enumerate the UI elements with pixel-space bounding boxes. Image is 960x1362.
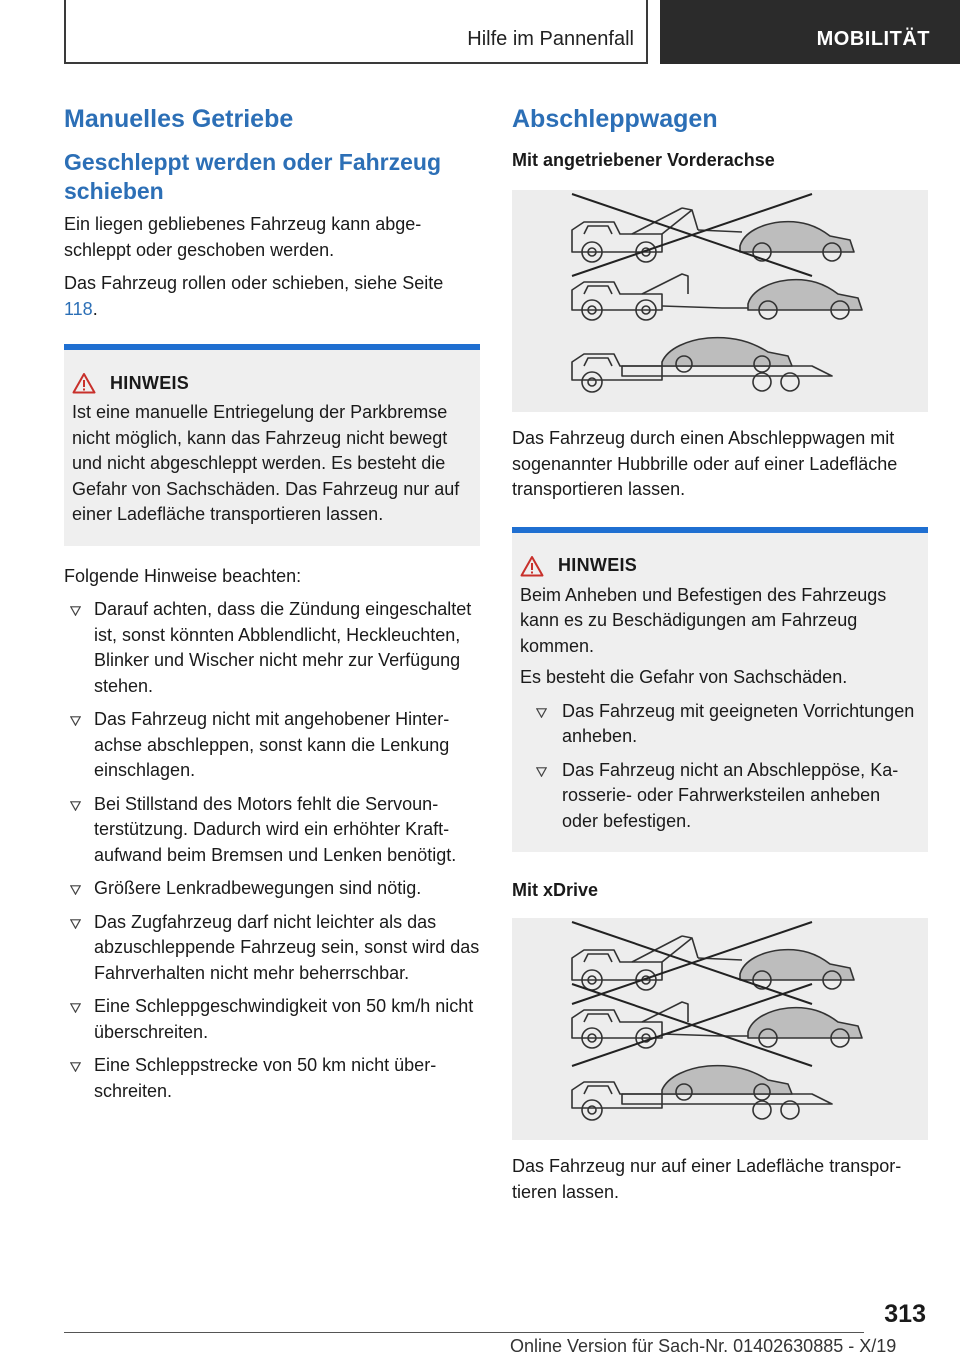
towing-illustration-front-axle-drawing: [512, 190, 928, 412]
notice-list: [520, 699, 920, 835]
triangle-bullet-icon: [536, 767, 547, 777]
heading-manuelles-getriebe: Manuelles Getriebe: [64, 105, 294, 133]
left-column: [64, 100, 480, 1112]
notice-title: HINWEIS: [558, 555, 638, 575]
warning-triangle-icon: [72, 372, 96, 394]
heading-geschleppt-werden: Geschleppt werden oder Fahrzeug schieben: [64, 149, 442, 204]
heading-abschleppwagen: Abschleppwagen: [512, 105, 718, 133]
paragraph-see-page-end: .: [92, 298, 98, 319]
header-section-title: Hilfe im Pannenfall: [467, 28, 634, 50]
towing-illustration-xdrive: [512, 918, 928, 1140]
list-item-text: Eine Schleppstrecke von 50 km nicht überschreiten.: [94, 1055, 437, 1101]
notice-box-parkbremse: [64, 344, 480, 546]
list-item: [64, 876, 480, 902]
triangle-bullet-icon: [536, 708, 547, 718]
triangle-bullet-icon: [70, 1062, 81, 1072]
header-section-box: [64, 0, 648, 64]
list-item: [64, 1053, 480, 1104]
caption-towing-xdrive: Das Fahrzeug nur auf einer Ladefläche transportieren lassen.: [512, 1156, 902, 1202]
list-intro: Folgende Hinweise beachten:: [64, 565, 302, 586]
notice-text-1: Beim Anheben und Befestigen des Fahrzeugs kann es zu Beschädigungen am Fahrzeug kommen.: [520, 584, 887, 656]
triangle-bullet-icon: [70, 801, 81, 811]
list-item: [64, 707, 480, 784]
triangle-bullet-icon: [70, 606, 81, 616]
list-item-text: Eine Schleppgeschwindigkeit von 50 km/h nicht überschreiten.: [94, 996, 474, 1042]
right-column: [512, 100, 928, 1205]
paragraph-intro: Ein liegen gebliebenes Fahrzeug kann abgeschleppt oder geschoben werden.: [64, 214, 422, 260]
triangle-bullet-icon: [70, 919, 81, 929]
triangle-bullet-icon: [70, 885, 81, 895]
notice-text: Ist eine manuelle Entriegelung der Parkbremse nicht möglich, kann das Fahrzeug nicht bewegt und nicht abgeschleppt werden. Es besteht die Gefahr von Sachschäden. Das Fahrzeug nur auf einer Ladefläche transportieren lassen.: [72, 402, 460, 524]
triangle-bullet-icon: [70, 1003, 81, 1013]
footer-online-version: Online Version für Sach-Nr. 01402630885 - X/19: [510, 1336, 897, 1356]
list-item-text: Das Fahrzeug nicht an Abschleppöse, Karosserie- oder Fahrwerksteilen anheben oder befestigen.: [562, 759, 899, 831]
list-item-text: Das Fahrzeug nicht mit angehobener Hinterachse abschleppen, sonst kann die Lenkung einschlagen.: [94, 709, 450, 780]
towing-illustration-xdrive-drawing: [512, 918, 928, 1140]
paragraph-see-page-text: Das Fahrzeug rollen oder schieben, siehe Seite: [64, 273, 444, 293]
footer-divider: [64, 1332, 864, 1333]
list-item: [64, 910, 480, 987]
notice-header: [72, 372, 472, 394]
notice-title: HINWEIS: [110, 372, 190, 393]
hint-list: [64, 597, 480, 1104]
list-item-text: Bei Stillstand des Motors fehlt die Servounterstützung. Dadurch wird ein erhöhter Kraftaufwand beim Bremsen und Lenken benötigt.: [94, 793, 457, 865]
caption-towing-front-axle: Das Fahrzeug durch einen Abschleppwagen mit sogenannter Hubbrille oder auf einer Ladefläche transportieren lassen.: [512, 428, 898, 499]
notice-text-2: Es besteht die Gefahr von Sachschäden.: [520, 667, 848, 687]
list-item: [64, 597, 480, 699]
warning-triangle-icon: [520, 555, 544, 577]
notice-box-anheben: [512, 527, 928, 853]
list-item-text: Größere Lenkradbewegungen sind nötig.: [94, 878, 422, 898]
paragraph-see-page: [64, 271, 480, 322]
header-chapter-tab: MOBILITÄT: [660, 0, 960, 64]
list-item-text: Das Zugfahrzeug darf nicht leichter als das abzuschleppende Fahrzeug sein, sonst wird das Fahrverhalten nicht mehr beherrschbar.: [94, 911, 480, 983]
list-item-text: Das Fahrzeug mit geeigneten Vorrichtungen anheben.: [562, 700, 915, 746]
page-link-118[interactable]: 118: [64, 298, 93, 319]
list-item: [520, 758, 920, 835]
page-number: 313: [884, 1300, 926, 1328]
list-item: [520, 699, 920, 750]
list-item: [64, 792, 480, 869]
subheading-xdrive: Mit xDrive: [512, 880, 599, 900]
subheading-angetriebene-vorderachse: Mit angetriebener Vorderachse: [512, 150, 775, 170]
notice-header: [520, 555, 920, 577]
towing-illustration-front-axle: [512, 190, 928, 412]
list-item: [64, 994, 480, 1045]
list-item-text: Darauf achten, dass die Zündung eingeschaltet ist, sonst könnten Abblendlicht, Heckleuchten, Blinker und Wischer nicht mehr zur Verfügung stehen.: [94, 599, 472, 696]
triangle-bullet-icon: [70, 716, 81, 726]
